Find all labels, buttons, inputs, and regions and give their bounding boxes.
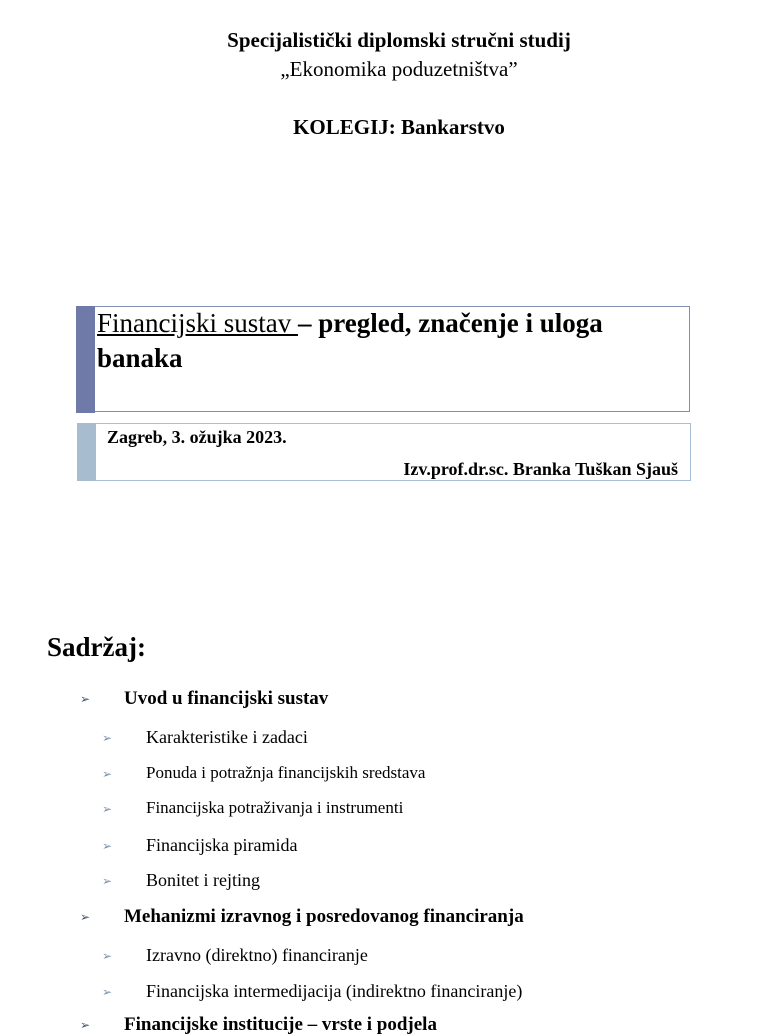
arrow-bullet-icon: ➢: [102, 802, 113, 816]
course-name: „Ekonomika poduzetništva”: [280, 57, 518, 81]
info-accent-bar: [77, 423, 96, 481]
toc-item: [102, 835, 298, 856]
toc-item-label: Mehanizmi izravnog i posredovanog financiranja: [124, 906, 524, 927]
arrow-bullet-icon: ➢: [102, 949, 113, 963]
toc-item: [102, 798, 404, 818]
arrow-bullet-icon: ➢: [80, 1018, 91, 1032]
toc-item-label: Financijska potraživanja i instrumenti: [146, 798, 404, 817]
presentation-title: [97, 306, 687, 376]
toc-item: [80, 906, 524, 928]
arrow-bullet-icon: ➢: [102, 767, 113, 781]
toc-item-label: Financijske institucije – vrste i podjela: [124, 1014, 437, 1035]
arrow-bullet-icon: ➢: [102, 874, 113, 888]
arrow-bullet-icon: ➢: [80, 910, 91, 924]
title-rest: – pregled, značenje i uloga banaka: [97, 308, 603, 373]
toc-item-label: Ponuda i potražnja financijskih sredstava: [146, 763, 426, 782]
toc-heading: Sadržaj:: [47, 632, 146, 662]
arrow-bullet-icon: ➢: [102, 731, 113, 745]
kolegij-title: KOLEGIJ: Bankarstvo: [293, 115, 505, 139]
program-title: Specijalistički diplomski stručni studij: [227, 28, 571, 52]
title-underlined-part: Financijski sustav: [97, 308, 298, 338]
toc-item-label: Karakteristike i zadaci: [146, 727, 308, 747]
toc-item: [102, 981, 523, 1002]
arrow-bullet-icon: ➢: [80, 692, 91, 706]
toc-item-label: Financijska intermedijacija (indirektno financiranje): [146, 981, 523, 1001]
presentation-date: Zagreb, 3. ožujka 2023.: [107, 427, 287, 447]
author: Izv.prof.dr.sc. Branka Tuškan Sjauš: [403, 459, 678, 479]
toc-item: [80, 688, 329, 710]
toc-item-label: Izravno (direktno) financiranje: [146, 945, 368, 965]
toc-item: [102, 763, 426, 783]
title-accent-bar: [76, 306, 95, 413]
toc-item-label: Bonitet i rejting: [146, 870, 260, 890]
arrow-bullet-icon: ➢: [102, 985, 113, 999]
toc-item: [102, 870, 260, 891]
toc-item: [102, 945, 368, 966]
toc-item: [80, 1014, 437, 1036]
toc-item-label: Financijska piramida: [146, 835, 298, 855]
toc-item: [102, 727, 308, 748]
toc-item-label: Uvod u financijski sustav: [124, 688, 329, 709]
arrow-bullet-icon: ➢: [102, 839, 113, 853]
